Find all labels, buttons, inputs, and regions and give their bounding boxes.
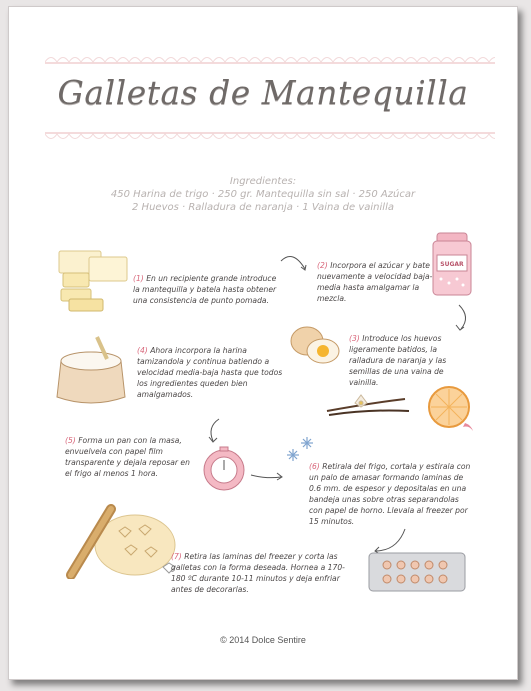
ingredients-label: Ingredientes: [229,176,297,187]
recipe-title: Galletas de Mantequilla [57,73,469,112]
vanilla-illustration [321,393,411,423]
jar-label: SUGAR [440,261,464,268]
ingredients-line-2: 2 Huevos · Ralladura de naranja · 1 Vaina de vainilla [132,202,394,213]
copyright-notice: © 2014 Dolce Sentire [220,635,306,645]
orange-slice-illustration [425,383,479,437]
flour-sack-illustration [51,331,135,407]
eggs-illustration [287,323,347,369]
step-3-number: (3) [349,334,360,343]
step-1 [133,273,283,306]
step-6-number: (6) [309,462,320,471]
lace-border-bottom [45,132,495,144]
arrow-1-to-2 [279,251,309,277]
arrow-2-to-3 [451,303,475,333]
step-2 [317,260,433,304]
step-5-text: Forma un pan con la masa, envuelvela con papel film transparente y dejala reposar en el frigo al menos 1 hora. [65,436,190,478]
step-2-number: (2) [317,261,328,270]
baking-tray-illustration [365,547,471,597]
step-6 [309,461,471,527]
step-7 [171,551,359,595]
step-4-number: (4) [137,346,148,355]
lace-border-top [45,52,495,64]
step-4 [137,345,283,400]
sugar-jar-illustration [429,229,477,301]
step-1-number: (1) [133,274,144,283]
step-5 [65,435,199,479]
ingredients-block [9,175,517,214]
step-5-number: (5) [65,436,76,445]
recipe-card [8,6,518,680]
butter-illustration [55,243,133,315]
step-2-text: Incorpora el azúcar y bate nuevamente a velocidad baja-media hasta amalgamar la mezcla. [317,261,433,303]
kitchen-timer-illustration [199,445,249,495]
arrow-4-to-5 [205,417,225,447]
step-7-number: (7) [171,552,182,561]
step-1-text: En un recipiente grande introduce la mantequilla y batela hasta obtener una consistencia de punto pomada. [133,274,277,305]
snowflake-icon [283,435,323,463]
step-4-text: Ahora incorpora la harina tamizandola y continua batiendo a velocidad media-baja hasta que todos los ingredientes queden bien amalgamados. [137,346,283,399]
rolling-pin-dough-illustration [65,501,179,579]
arrow-5-to-6 [249,469,285,483]
ingredients-line-1: 450 Harina de trigo · 250 gr. Mantequilla sin sal · 250 Azúcar [110,189,416,200]
step-3 [349,333,451,388]
step-6-text: Retirala del frigo, cortala y estirala con un palo de amasar formando laminas de 0.6 mm. de espesor y depositalas en una bandeja unas sobre otras separandolas con papel de horno. Llevala al freezer por 15 minutos. [309,462,471,526]
step-3-text: Introduce los huevos ligeramente batidos, la ralladura de naranja y las semillas de una vaina de vainilla. [349,334,447,387]
step-7-text: Retira las laminas del freezer y corta las galletas con la forma deseada. Hornea a 170-180 ºC durante 10-11 minutos y deja enfriar antes de decorarlas. [171,552,345,594]
